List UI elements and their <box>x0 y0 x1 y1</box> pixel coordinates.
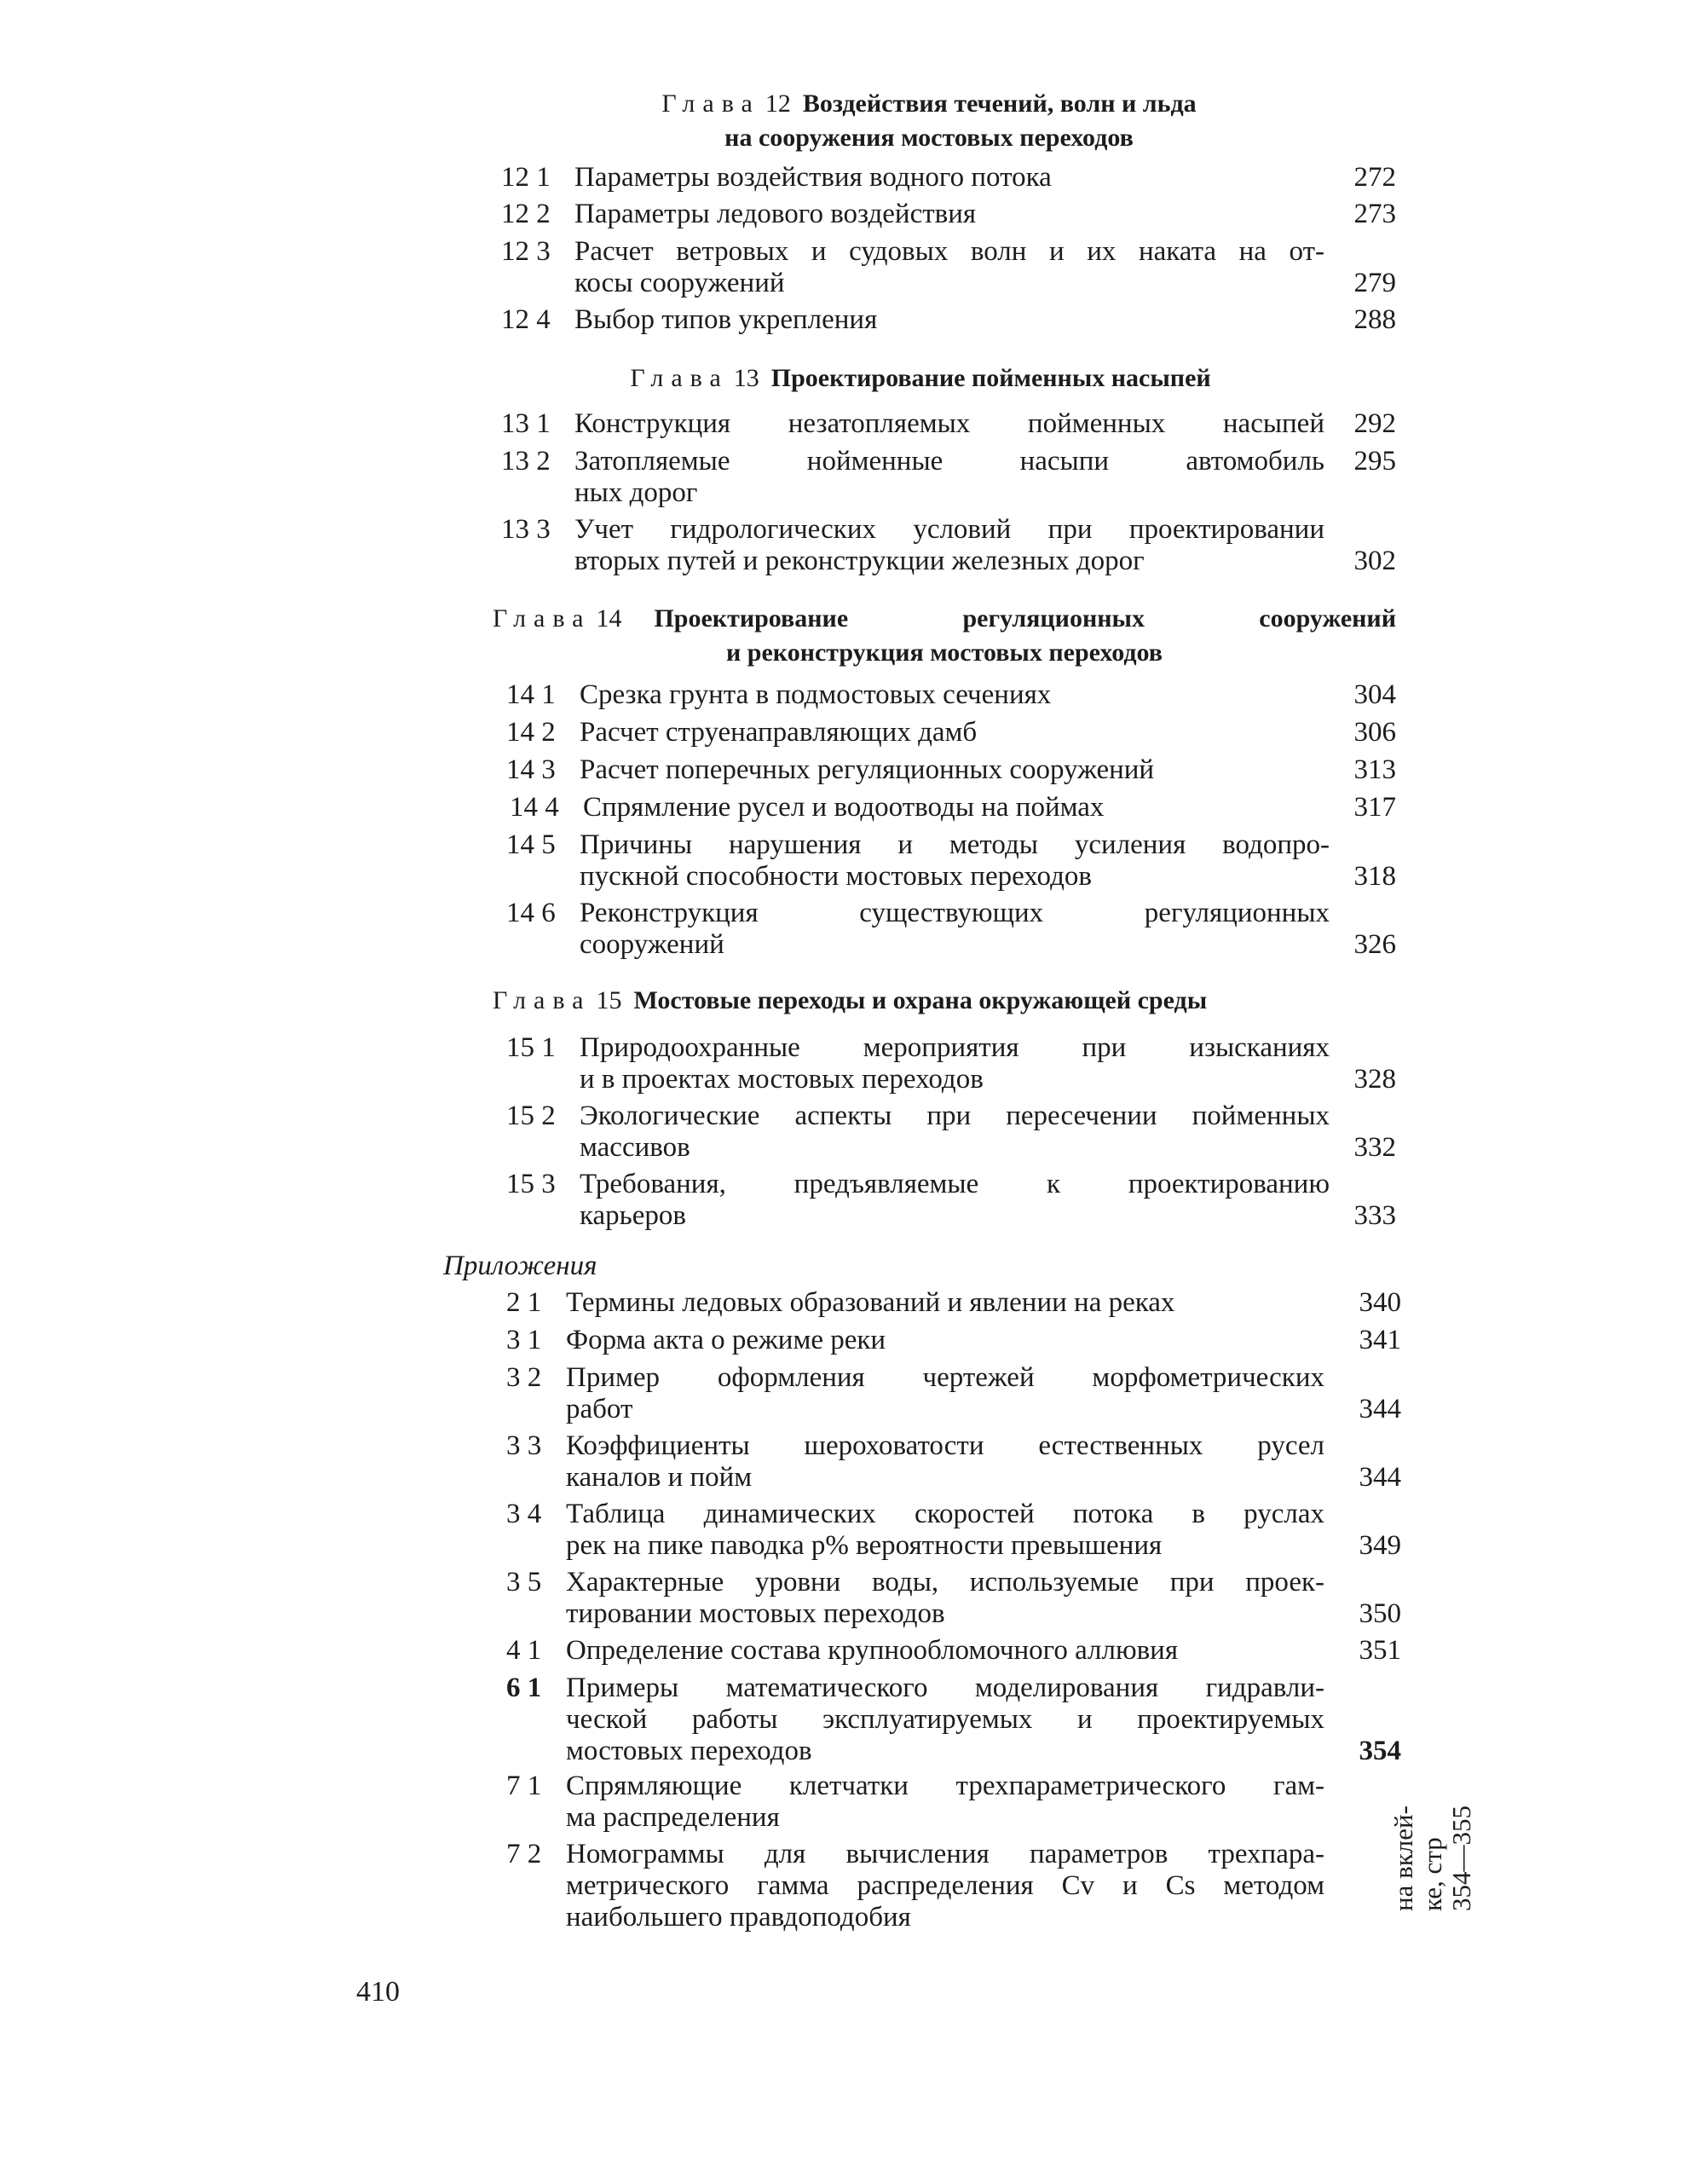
chapter-12-heading <box>545 87 1313 155</box>
entry-title-cont: тировании мостовых переходов <box>566 1598 945 1629</box>
entry-page: 306 <box>1353 717 1396 748</box>
entry-number: 12 2 <box>501 199 551 229</box>
entry-title-cont: массивов <box>580 1132 690 1163</box>
entry-number: 3 4 <box>506 1499 542 1529</box>
entry-page: 272 <box>1353 162 1396 193</box>
toc-entry <box>506 1169 1396 1237</box>
toc-entry <box>506 898 1396 966</box>
toc-entry <box>506 1673 1401 1771</box>
entry-number: 12 4 <box>501 304 551 335</box>
entry-title: Расчет поперечных регуляционных сооружений <box>580 754 1155 785</box>
entry-number: 3 5 <box>506 1567 542 1598</box>
entry-title: Параметры ледового воздействия <box>574 199 977 229</box>
entry-title: Расчет ветровых и судовых волн и их наката на от- <box>574 236 1324 267</box>
entry-title: Конструкция незатопляемых пойменных насыпей <box>574 408 1324 439</box>
entry-title-cont: вторых путей и реконструкции железных дорог <box>574 546 1145 576</box>
entry-number: 13 2 <box>501 446 551 477</box>
entry-page: 349 <box>1359 1530 1401 1561</box>
entry-title-cont: рек на пике паводка p% вероятности превышения <box>566 1530 1163 1561</box>
entry-title: Примеры математического моделирования гидравли- <box>566 1673 1324 1703</box>
entry-page: 344 <box>1359 1394 1401 1424</box>
chapter-title: Мостовые переходы и охрана окружающей среды <box>633 986 1208 1014</box>
entry-title: Определение состава крупнообломочного аллювия <box>566 1635 1179 1666</box>
insert-note-line: 354—355 <box>1446 1806 1476 1911</box>
entry-title: Реконструкция существующих регуляционных <box>580 898 1330 928</box>
entry-number: 14 5 <box>506 829 556 860</box>
chapter-word: Глава <box>493 986 591 1014</box>
entry-number: 14 4 <box>510 792 559 823</box>
toc-entry <box>510 792 1396 826</box>
entry-title-cont: работ <box>566 1394 633 1424</box>
entry-number: 15 1 <box>506 1032 556 1063</box>
toc-entry <box>501 236 1396 304</box>
entry-number: 15 2 <box>506 1101 556 1131</box>
entry-page: 288 <box>1353 304 1396 335</box>
entry-title: Затопляемые нойменные насыпи автомобиль <box>574 446 1324 477</box>
toc-entry <box>506 1771 1401 1839</box>
toc-entry <box>506 1325 1401 1359</box>
entry-title-cont: сооружений <box>580 929 724 960</box>
entry-page: 332 <box>1353 1132 1396 1163</box>
insert-note-line: ке, стр <box>1417 1837 1447 1911</box>
insert-note-line: на вклей- <box>1388 1806 1418 1911</box>
entry-number: 14 1 <box>506 679 556 710</box>
toc-entry <box>506 1635 1401 1669</box>
toc-entry <box>501 408 1396 442</box>
entry-number: 12 1 <box>501 162 551 193</box>
entry-title: Спрямление русел и водоотводы на поймах <box>583 792 1105 823</box>
chapter-13-heading <box>528 361 1313 396</box>
entry-page: 279 <box>1353 268 1396 298</box>
entry-title: Причины нарушения и методы усиления водопро- <box>580 829 1330 860</box>
entry-page: 318 <box>1353 861 1396 892</box>
page-number: 410 <box>356 1976 400 2008</box>
toc-entry <box>506 829 1396 898</box>
entry-number: 13 1 <box>501 408 551 439</box>
entry-title-cont: ческой работы эксплуатируемых и проектируемых <box>566 1704 1324 1735</box>
toc-entry <box>506 717 1396 751</box>
entry-title: Срезка грунта в подмостовых сечениях <box>580 679 1052 710</box>
entry-page: 295 <box>1353 446 1396 477</box>
entry-title: Форма акта о режиме реки <box>566 1325 886 1355</box>
entry-title-cont: ма распределения <box>566 1802 780 1833</box>
chapter-title-cont: и реконструкция мостовых переходов <box>726 638 1163 667</box>
chapter-title: Воздействия течений, волн и льда <box>802 90 1197 118</box>
entry-title-cont: метрического гамма распределения Cv и Cs методом <box>566 1870 1324 1901</box>
entry-title: Выбор типов укрепления <box>574 304 878 335</box>
chapter-number: 13 <box>733 364 759 392</box>
entry-title: Термины ледовых образований и явлении на реках <box>566 1287 1175 1318</box>
toc-entry <box>501 304 1396 338</box>
entry-number: 12 3 <box>501 236 551 267</box>
chapter-word: Глава <box>630 364 729 392</box>
entry-title-cont: косы сооружений <box>574 268 785 298</box>
entry-title-cont: каналов и пойм <box>566 1462 753 1493</box>
entry-page: 351 <box>1359 1635 1401 1666</box>
toc-entry <box>506 1362 1401 1430</box>
toc-entry <box>506 754 1396 789</box>
entry-title-cont: мостовых переходов <box>566 1736 812 1766</box>
entry-number: 2 1 <box>506 1287 542 1318</box>
chapter-word: Глава <box>493 604 591 633</box>
entry-page: 273 <box>1353 199 1396 229</box>
chapter-word: Глава <box>661 90 760 118</box>
chapter-number: 15 <box>596 986 622 1014</box>
entry-page: 328 <box>1353 1064 1396 1095</box>
toc-entry <box>506 1287 1401 1321</box>
toc-entry <box>501 162 1396 196</box>
entry-number: 13 3 <box>501 514 551 545</box>
entry-page: 304 <box>1353 679 1396 710</box>
entry-title: Спрямляющие клетчатки трехпараметрического гам- <box>566 1771 1324 1801</box>
entry-number: 14 3 <box>506 754 556 785</box>
entry-page: 313 <box>1353 754 1396 785</box>
entry-title-cont: пускной способности мостовых переходов <box>580 861 1092 892</box>
toc-entry <box>506 1567 1401 1635</box>
entry-number: 3 3 <box>506 1430 542 1461</box>
toc-entry <box>501 199 1396 233</box>
chapter-title: Проектирование регуляционных сооружений <box>654 604 1396 633</box>
entry-number: 3 2 <box>506 1362 542 1393</box>
entry-title: Коэффициенты шероховатости естественных русел <box>566 1430 1324 1461</box>
entry-number: 3 1 <box>506 1325 542 1355</box>
toc-entry <box>506 1032 1396 1101</box>
entry-number: 6 1 <box>506 1673 542 1703</box>
entry-page: 344 <box>1359 1462 1401 1493</box>
toc-entry <box>506 679 1396 714</box>
entry-title: Таблица динамических скоростей потока в руслах <box>566 1499 1324 1529</box>
entry-title: Экологические аспекты при пересечении пойменных <box>580 1101 1330 1131</box>
entry-page: 350 <box>1359 1598 1401 1629</box>
entry-title-cont: и в проектах мостовых переходов <box>580 1064 984 1095</box>
chapter-number: 12 <box>765 90 791 118</box>
entry-page: 302 <box>1353 546 1396 576</box>
entry-title: Расчет струенаправляющих дамб <box>580 717 978 748</box>
entry-title: Номограммы для вычисления параметров трехпара- <box>566 1839 1324 1869</box>
appendices-label: Приложения <box>443 1251 597 1281</box>
entry-title-cont: ных дорог <box>574 477 698 508</box>
entry-number: 15 3 <box>506 1169 556 1199</box>
entry-title: Требования, предъявляемые к проектированию <box>580 1169 1330 1199</box>
chapter-title-cont: на сооружения мостовых переходов <box>724 124 1134 152</box>
entry-number: 14 6 <box>506 898 556 928</box>
chapter-14-heading <box>493 602 1396 670</box>
entry-page: 354 <box>1359 1736 1401 1766</box>
entry-title: Характерные уровни воды, используемые при проек- <box>566 1567 1324 1598</box>
entry-title: Параметры воздействия водного потока <box>574 162 1052 193</box>
entry-number: 4 1 <box>506 1635 542 1666</box>
insert-page-note <box>1389 1788 1492 1911</box>
entry-page: 340 <box>1359 1287 1401 1318</box>
entry-title-cont: карьеров <box>580 1200 686 1231</box>
chapter-number: 14 <box>596 604 622 633</box>
toc-entry <box>501 446 1396 514</box>
entry-title: Учет гидрологических условий при проектировании <box>574 514 1324 545</box>
entry-page: 326 <box>1353 929 1396 960</box>
entry-title: Пример оформления чертежей морфометрических <box>566 1362 1324 1393</box>
entry-page: 292 <box>1353 408 1396 439</box>
toc-entry <box>506 1430 1401 1499</box>
entry-number: 7 2 <box>506 1839 542 1869</box>
chapter-15-heading <box>493 984 1396 1018</box>
entry-page: 333 <box>1353 1200 1396 1231</box>
toc-entry <box>501 514 1396 582</box>
entry-title-cont: наибольшего правдоподобия <box>566 1902 911 1933</box>
entry-number: 7 1 <box>506 1771 542 1801</box>
toc-entry <box>506 1101 1396 1169</box>
entry-title: Природоохранные мероприятия при изысканиях <box>580 1032 1330 1063</box>
chapter-title: Проектирование пойменных насыпей <box>770 364 1211 392</box>
toc-entry <box>506 1839 1401 1937</box>
toc-entry <box>506 1499 1401 1567</box>
entry-page: 341 <box>1359 1325 1401 1355</box>
entry-number: 14 2 <box>506 717 556 748</box>
entry-page: 317 <box>1353 792 1396 823</box>
